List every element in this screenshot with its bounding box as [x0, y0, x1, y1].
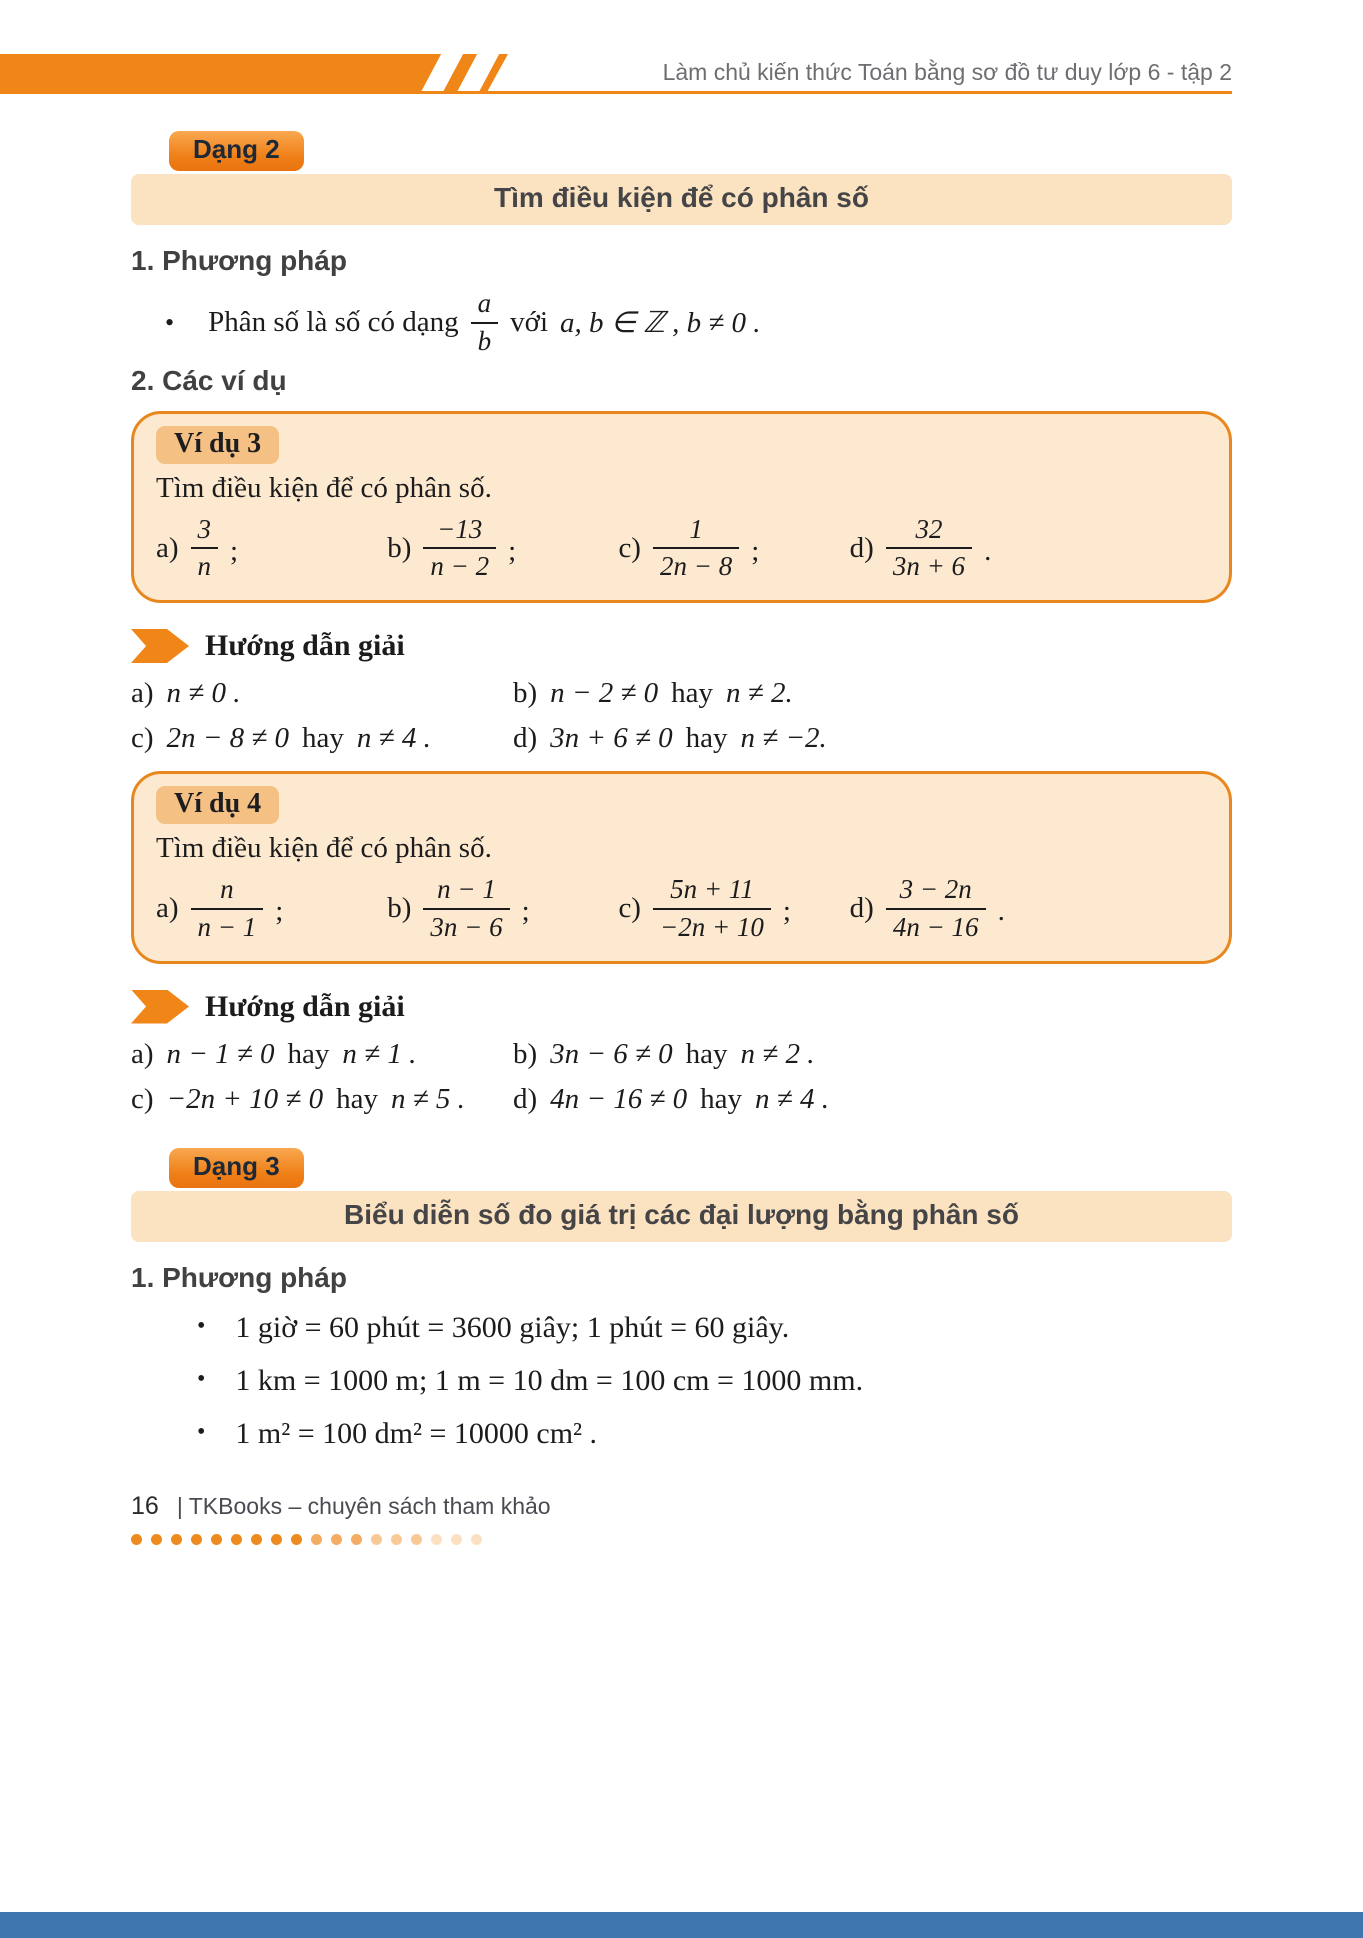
publisher-imprint: | TKBooks – chuyên sách tham khảo: [176, 1493, 551, 1519]
answer-label: c): [131, 722, 154, 754]
fraction-numerator: 32: [915, 513, 943, 544]
dang2-banner-title: Tìm điều kiện để có phân số: [131, 174, 1232, 225]
answer-b: [513, 1038, 1232, 1071]
item-separator: ;: [751, 534, 760, 567]
answer-conjunction: hay: [302, 722, 344, 754]
item-label: c): [618, 531, 641, 564]
fraction-denominator: n − 1: [191, 908, 264, 945]
method-condition: a, b ∈ ℤ , b ≠ 0 .: [560, 307, 761, 340]
method-text-pre: • Phân số là số có dạng: [208, 306, 459, 339]
item-separator: ;: [230, 534, 239, 567]
answer-math: n ≠ 4 .: [356, 722, 431, 754]
fraction-item-d: [850, 513, 1081, 585]
arrow-icon: [131, 990, 189, 1024]
vidu4-badge: Ví dụ 4: [156, 786, 279, 824]
answer-conjunction: hay: [287, 1037, 330, 1070]
fraction-denominator: n: [191, 547, 219, 584]
dang2-badge: Dạng 2: [169, 131, 304, 171]
method-statement: [165, 287, 1232, 359]
fraction-item-a: [156, 873, 387, 945]
fraction-numerator: n − 1: [437, 874, 496, 904]
fraction-item-a: [156, 513, 387, 585]
fraction-item-b: [387, 513, 618, 585]
unit-facts-list: [197, 1308, 1232, 1453]
answer-math: n ≠ 4 .: [755, 1082, 829, 1115]
page-content: [0, 99, 1363, 1453]
fraction-numerator: −13: [437, 513, 483, 544]
fraction-numerator: 1: [689, 513, 703, 544]
answer-conjunction: hay: [671, 677, 714, 709]
unit-fact: • 1 m² = 100 dm² = 10000 cm² .: [197, 1414, 1232, 1453]
answer-conjunction: hay: [685, 722, 728, 754]
fraction-item-b: [387, 873, 618, 945]
fraction-item-d: [850, 873, 1081, 945]
answer-label: d): [513, 1082, 538, 1115]
item-separator: ;: [275, 895, 284, 928]
item-label: a): [156, 892, 179, 925]
answer-d: [513, 1083, 1232, 1116]
vidu4-fraction-row: [156, 873, 1081, 945]
method-text-mid: với: [510, 306, 549, 339]
answer-math: n ≠ 2.: [726, 677, 793, 709]
fraction-item-c: [618, 513, 849, 585]
fraction-item-c: [618, 873, 849, 945]
answer-a: [131, 677, 513, 710]
footer-line: [131, 1492, 551, 1521]
fraction-denominator: 3n + 6: [886, 547, 972, 584]
answer-math: 3n − 6 ≠ 0: [550, 1037, 673, 1070]
fraction: [423, 873, 509, 945]
answer-d: [513, 722, 1232, 755]
fraction-denominator: −2n + 10: [653, 908, 771, 945]
dang3-banner-title: Biểu diễn số đo giá trị các đại lượng bằng phân số: [131, 1191, 1232, 1242]
fraction-numerator: 3: [197, 513, 212, 544]
fraction-numerator: 5n + 11: [670, 874, 754, 904]
item-separator: ;: [508, 534, 517, 567]
item-label: d): [849, 892, 874, 925]
answer-math: n ≠ 2 .: [740, 1037, 815, 1070]
answer-b: [513, 677, 1232, 710]
fraction: [191, 513, 219, 585]
page-number: 16: [131, 1492, 159, 1520]
answer-conjunction: hay: [700, 1082, 743, 1115]
guide-title: Hướng dẫn giải: [205, 629, 405, 662]
fraction: [191, 873, 264, 945]
page-footer: [131, 1492, 551, 1545]
page-header: [0, 0, 1363, 99]
book-title: Làm chủ kiến thức Toán bằng sơ đồ tư duy lớp 6 - tập 2: [662, 59, 1232, 85]
dots-decoration: [131, 1534, 551, 1545]
guide-title: Hướng dẫn giải: [205, 989, 405, 1023]
fraction-denominator: 2n − 8: [653, 547, 739, 584]
fraction-denominator: 4n − 16: [886, 908, 986, 945]
answer-math: n − 2 ≠ 0: [550, 677, 659, 709]
answer-math: n ≠ 0 .: [166, 677, 241, 709]
fraction: [886, 513, 972, 585]
guide2-answers: [131, 1038, 1232, 1116]
fraction-denominator: n − 2: [423, 547, 496, 584]
header-accent-bar: [0, 54, 508, 94]
vidu3-fraction-row: [156, 513, 1081, 585]
answer-label: a): [131, 1037, 154, 1070]
fraction: [423, 513, 496, 585]
dang2-method-heading: 1. Phương pháp: [131, 245, 347, 276]
answer-label: c): [131, 1082, 154, 1115]
answer-conjunction: hay: [336, 1082, 378, 1115]
item-label: b): [387, 892, 412, 925]
fraction: [653, 873, 771, 945]
fraction-numerator: 3 − 2n: [899, 874, 972, 904]
vidu3-prompt: Tìm điều kiện để có phân số.: [156, 471, 492, 504]
guide1-answers: [131, 677, 1232, 755]
header-rule: [0, 91, 1232, 94]
fraction-numerator: n: [220, 874, 234, 904]
vidu3-badge: Ví dụ 3: [156, 426, 279, 464]
item-label: b): [387, 531, 412, 564]
answer-math: n ≠ 5 .: [390, 1082, 465, 1115]
answer-label: b): [513, 677, 538, 709]
answer-c: [131, 1083, 513, 1116]
dang3-method-heading: 1. Phương pháp: [131, 1261, 347, 1293]
fraction: [653, 513, 739, 585]
fraction-denominator: 3n − 6: [423, 908, 509, 945]
answer-a: [131, 1038, 513, 1071]
item-separator: .: [984, 534, 992, 567]
answer-conjunction: hay: [685, 1037, 728, 1070]
answer-c: [131, 722, 513, 755]
answer-math: 3n + 6 ≠ 0: [550, 722, 673, 754]
fraction: [886, 873, 986, 945]
item-label: d): [849, 531, 874, 564]
unit-fact: • 1 giờ = 60 phút = 3600 giây; 1 phút = 60 giây.: [197, 1308, 1232, 1347]
dang2-examples-heading: 2. Các ví dụ: [131, 364, 287, 396]
unit-fact: • 1 km = 1000 m; 1 m = 10 dm = 100 cm = 1000 mm.: [197, 1361, 1232, 1400]
item-separator: ;: [782, 895, 791, 928]
guide-heading-2: [131, 990, 1232, 1024]
answer-label: b): [513, 1037, 538, 1070]
item-separator: .: [997, 895, 1005, 928]
answer-math: 4n − 16 ≠ 0: [550, 1082, 688, 1115]
example-box-vidu3: [131, 411, 1232, 604]
item-label: c): [618, 892, 641, 925]
answer-math: 2n − 8 ≠ 0: [166, 722, 290, 754]
answer-label: a): [131, 677, 154, 709]
item-label: a): [156, 531, 179, 564]
example-box-vidu4: [131, 771, 1232, 964]
answer-math: n − 1 ≠ 0: [166, 1037, 275, 1070]
item-separator: ;: [521, 895, 530, 928]
vidu4-prompt: Tìm điều kiện để có phân số.: [156, 832, 492, 864]
answer-math: n ≠ 1 .: [342, 1037, 417, 1070]
fraction-a-over-b: [471, 287, 499, 359]
arrow-icon: [131, 629, 189, 663]
answer-math: −2n + 10 ≠ 0: [166, 1082, 324, 1115]
fraction-numerator: a: [477, 288, 492, 318]
answer-label: d): [513, 722, 538, 754]
answer-math: n ≠ −2.: [740, 722, 827, 754]
bottom-bar: [0, 1912, 1363, 1938]
guide-heading-1: [131, 629, 1232, 663]
fraction-denominator: b: [471, 322, 499, 359]
dang3-badge: Dạng 3: [169, 1148, 304, 1188]
